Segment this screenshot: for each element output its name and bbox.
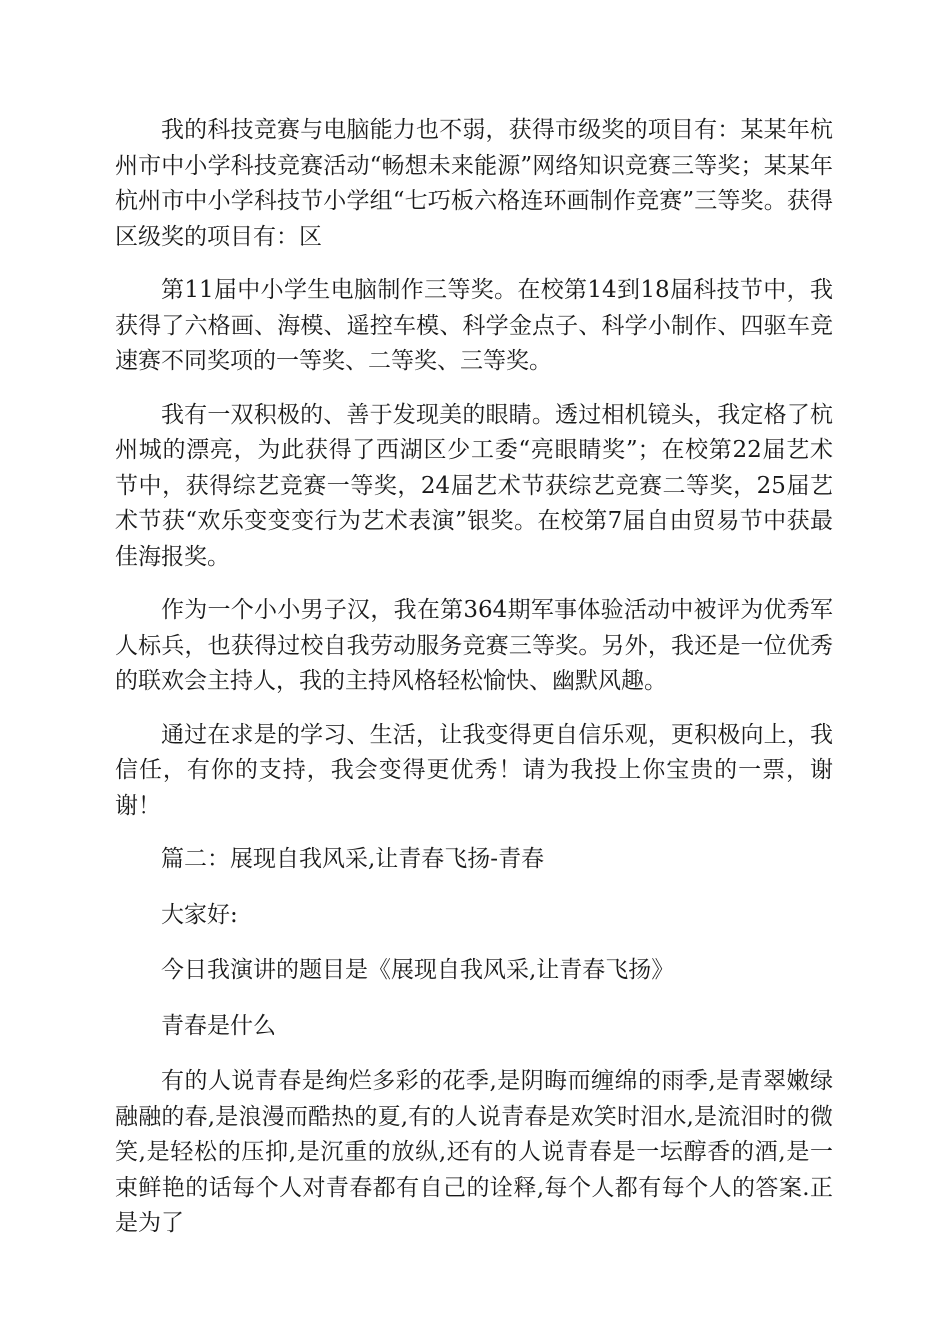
document-body [115, 113, 833, 1260]
paragraph-tech-awards: 我的科技竞赛与电脑能力也不弱，获得市级奖的项目有：某某年杭州市中小学科技竞赛活动“畅想未来能源”网络知识竞赛三等奖；某某年杭州市中小学科技节小学组“七巧板六格连环画制作竞赛”三等奖。获得区级奖的项目有：区 [115, 117, 833, 250]
paragraph-computer-awards: 第11届中小学生电脑制作三等奖。在校第14到18届科技节中，我获得了六格画、海模、遥控车模、科学金点子、科学小制作、四驱车竞速赛不同奖项的一等奖、二等奖、三等奖。 [115, 277, 833, 374]
section-heading: 篇二：展现自我风采,让青春飞扬-青春 [161, 846, 545, 872]
paragraph-youth-definitions: 有的人说青春是绚烂多彩的花季,是阴晦而缠绵的雨季,是青翠嫩绿融融的春,是浪漫而酷热的夏,有的人说青春是欢笑时泪水,是流泪时的微笑,是轻松的压抑,是沉重的放纵,还有的人说青春是一坛醇香的酒,是一束鲜艳的话每个人对青春都有自己的诠释,每个人都有每个人的答案.正是为了 [115, 1068, 833, 1236]
speech-topic: 今日我演讲的题目是《展现自我风采,让青春飞扬》 [161, 957, 675, 983]
greeting: 大家好: [161, 901, 238, 928]
paragraph-art-awards: 我有一双积极的、善于发现美的眼睛。透过相机镜头，我定格了杭州城的漂亮，为此获得了西湖区少工委“亮眼睛奖”；在校第22届艺术节中，获得综艺竞赛一等奖，24届艺术节获综艺竞赛二等奖，25届艺术节获“欢乐变变变行为艺术表演”银奖。在校第7届自由贸易节中获最佳海报奖。 [115, 401, 833, 570]
paragraph-closing: 通过在求是的学习、生活，让我变得更自信乐观，更积极向上，我信任，有你的支持，我会变得更优秀！请为我投上你宝贵的一票，谢谢！ [115, 721, 833, 819]
youth-question: 青春是什么 [161, 1012, 276, 1039]
paragraph-military-awards: 作为一个小小男子汉，我在第364期军事体验活动中被评为优秀军人标兵，也获得过校自我劳动服务竞赛三等奖。另外，我还是一位优秀的联欢会主持人，我的主持风格轻松愉快、幽默风趣。 [115, 597, 833, 694]
